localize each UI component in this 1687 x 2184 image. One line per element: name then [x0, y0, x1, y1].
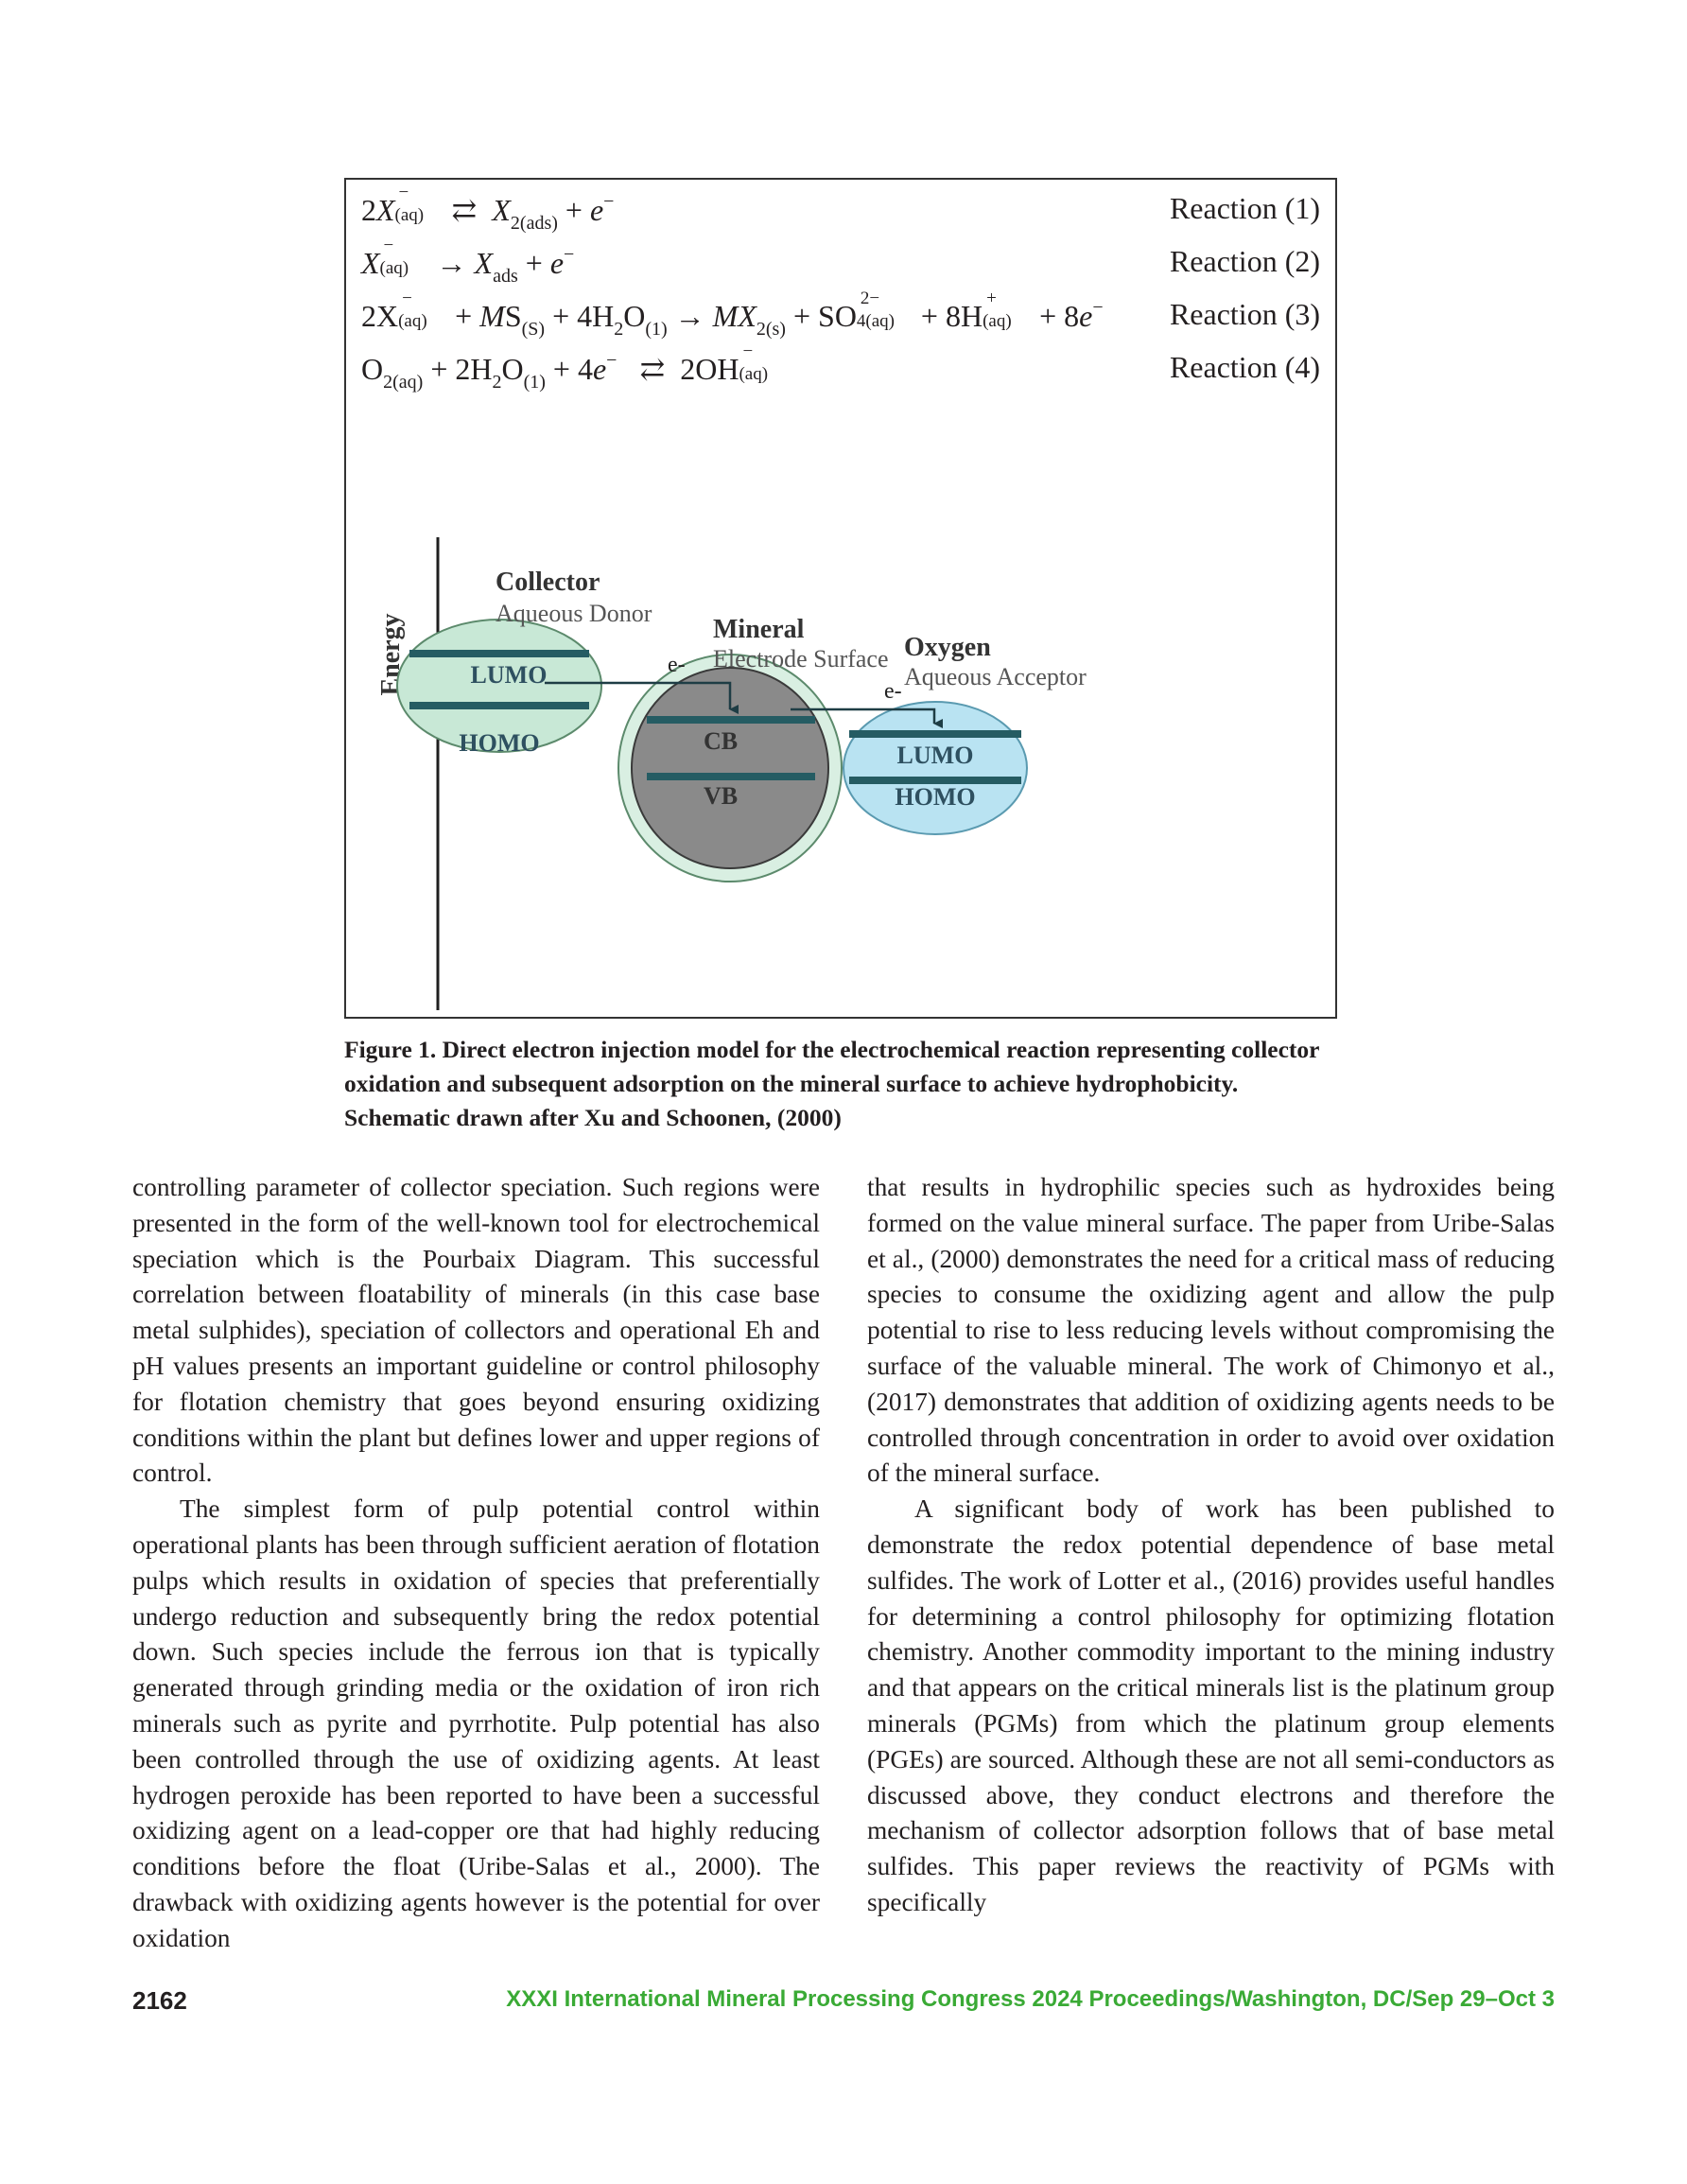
oxygen-title: Oxygen — [904, 633, 991, 662]
paragraph: controlling parameter of collector speciation. Such regions were presented in the form of the well-known tool for electrochemical speciation which is the Pourbaix Diagram. This successful correlation between floatability of minerals (in this case base metal sulphides), speciation of collectors and operational Eh and pH values presents an important guideline or control philosophy for flotation chemistry that goes beyond ensuring oxidizing conditions within the plant but defines lower and upper regions of control. — [132, 1173, 820, 1488]
reaction-label-3: Reaction (3) — [1169, 297, 1320, 331]
figure-caption: Figure 1. Direct electron injection model for the electrochemical reaction representing collector oxidation and subsequent adsorption on the mineral surface to achieve hydrophobicity. Schematic drawn after Xu and Schoonen, (2000) — [344, 1036, 1320, 1131]
mineral-cb-label: CB — [703, 727, 739, 755]
electron-injection-diagram — [346, 520, 1335, 1017]
electron-label-2: e- — [884, 679, 902, 704]
paragraph: A significant body of work has been published to demonstrate the redox potential dependence of base metal sulfides. The work of Lotter et al., (2016) provides useful handles for determining a control philosophy for optimizing flotation chemistry. Another commodity important to the mining industry and that appears on the critical minerals list is the platinum group minerals (PGMs) from which the platinum group elements (PGEs) are sourced. Although these are not all semi-conductors as discussed above, they conduct electrons and therefore the mechanism of collector adsorption follows that of base metal sulfides. This paper reviews the reactivity of PGMs with specifically — [867, 1494, 1555, 1916]
running-footer-title: XXXI International Mineral Processing Congress 2024 Proceedings/Washington, DC/Sep 29–Oct 3 — [506, 1986, 1555, 2012]
mineral-subtitle: Electrode Surface — [713, 645, 889, 673]
collector-subtitle: Aqueous Donor — [496, 600, 652, 627]
reaction-label-2: Reaction (2) — [1169, 244, 1320, 278]
collector-homo-label: HOMO — [459, 729, 540, 757]
paragraph: The simplest form of pulp potential control within operational plants has been through sufficient aeration of flotation pulps which results in oxidation of species that preferentially undergo reduction and subsequently bring the redox potential down. Such species include the ferrous ion that is typically generated through grinding media or the oxidation of iron rich minerals such as pyrite and pyrrhotite. Pulp potential has also been controlled through the use of oxidizing agents. At least hydrogen peroxide has been reported to have been a successful oxidizing agent on a lead-copper ore that had highly reducing conditions before the float (Uribe-Salas et al., 2000). The drawback with oxidizing agents however is the potential for over oxidation — [132, 1494, 820, 1952]
electron-label-1: e- — [668, 653, 686, 677]
right-column — [867, 1170, 1555, 1921]
mineral-vb-label: VB — [703, 782, 739, 810]
reaction-label-1: Reaction (1) — [1169, 191, 1320, 225]
reaction-equation-2: X − (aq) → $X_{ads} + e^-$ — [361, 236, 575, 287]
oxygen-lumo-label: LUMO — [896, 742, 974, 769]
reaction-label-4: Reaction (4) — [1169, 350, 1320, 384]
oxygen-homo-label: HOMO — [895, 783, 976, 811]
reaction-row-4 — [361, 341, 1320, 397]
page-number: 2162 — [132, 1986, 187, 2015]
paragraph: that results in hydrophilic species such as hydroxides being formed on the value mineral surface. The paper from Uribe-Salas et al., (2000) demonstrates the need for a critical mass of reducing species to consume the oxidizing agent and allow the pulp potential to rise to less reducing levels without compromising the surface of the valuable mineral. The work of Chimonyo et al., (2017) demonstrates that addition of oxidizing agents needs to be controlled through concentration in order to avoid over oxidation of the mineral surface. — [867, 1173, 1555, 1488]
reaction-equation-1: 2X − (aq) ⇄ $X_{2(ads)} + e^-$ — [361, 183, 615, 234]
collector-lumo-label: LUMO — [470, 661, 548, 689]
left-column — [132, 1170, 820, 1957]
collector-title: Collector — [496, 568, 600, 597]
reaction-row-2 — [361, 236, 1320, 291]
reaction-row-3 — [361, 288, 1320, 344]
figure-frame — [344, 178, 1337, 1019]
reaction-equation-3: 2X − (aq) + $MS_{(S)} + 4H_2O_{(1)} \to MX_{2(s)}$ + SO 2− 4(aq) + 8H + (aq) + 8e− — [361, 288, 1104, 340]
reaction-row-1 — [361, 183, 1320, 238]
reaction-equation-4: $O_{2(aq)} + 2H_2O_{(1)} + 4e^-$ ⇄ 2OH − (aq) — [361, 341, 769, 393]
oxygen-subtitle: Aqueous Acceptor — [904, 663, 1087, 690]
energy-axis-label: Energy — [376, 613, 406, 696]
mineral-title: Mineral — [713, 615, 805, 644]
